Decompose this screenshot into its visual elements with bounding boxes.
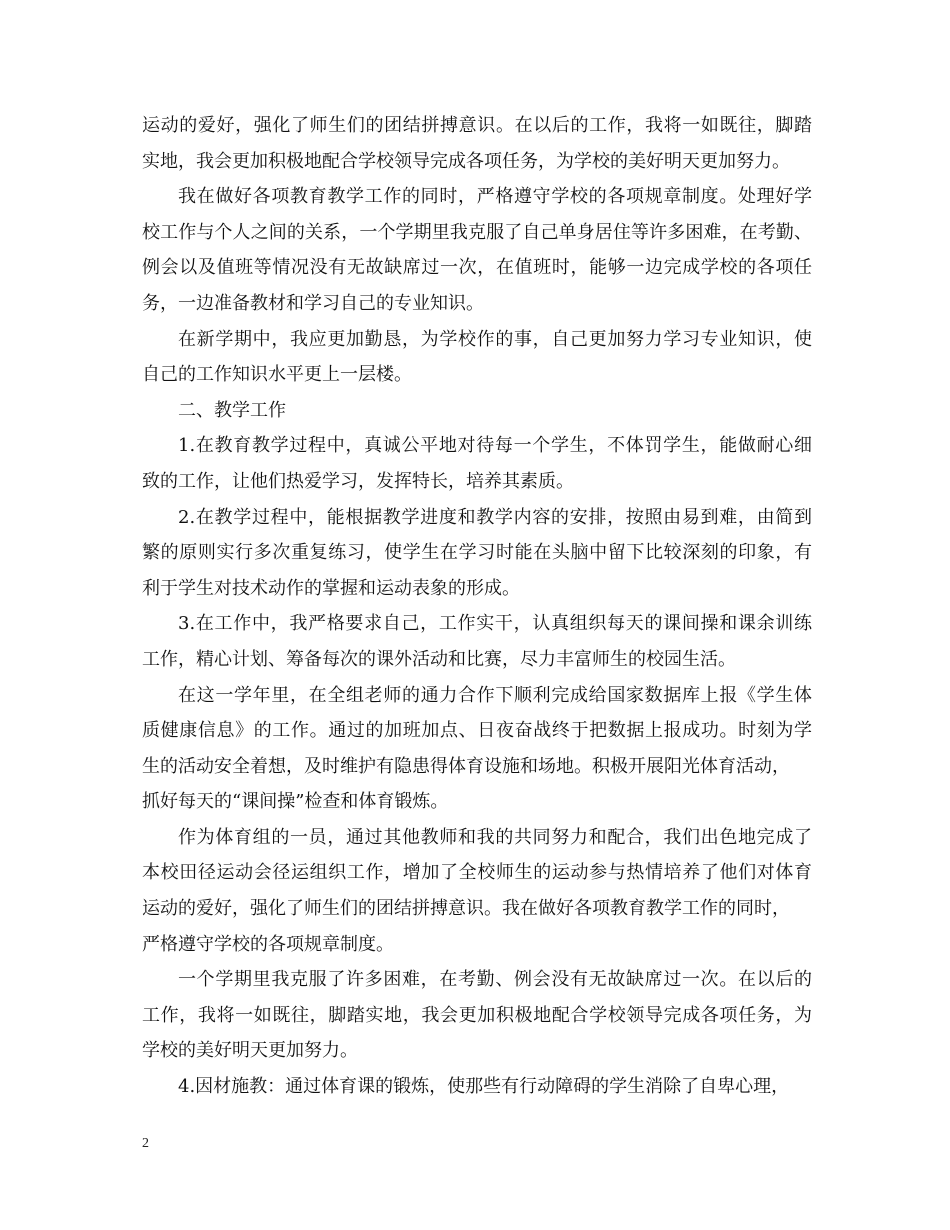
text-line: 4.因材施教：通过体育课的锻炼，使那些有行动障碍的学生消除了自卑心理， — [178, 1076, 790, 1098]
document-body — [142, 108, 812, 1105]
text-line: 运动的爱好，强化了师生们的团结拼搏意识。在以后的工作，我将一如既往，脚踏 — [142, 115, 812, 136]
text-line: 繁的原则实行多次重复练习，使学生在学习时能在头脑中留下比较深刻的印象，有 — [142, 542, 812, 564]
text-line: 工作，精心计划、筹备每次的课外活动和比赛，尽力丰富师生的校园生活。 — [142, 648, 736, 670]
text-line: 在新学期中，我应更加勤恳，为学校作的事，自己更加努力学习专业知识，使 — [178, 328, 812, 350]
text-line: 质健康信息》的工作。通过的加班加点、日夜奋战终于把数据上报成功。时刻为学 — [142, 720, 812, 742]
text-line: 本校田径运动会径运组织工作，增加了全校师生的运动参与热情培养了他们对体育 — [142, 862, 812, 884]
text-line: 我在做好各项教育教学工作的同时，严格遵守学校的各项规章制度。处理好学 — [178, 186, 812, 208]
text-line: 利于学生对技术动作的掌握和运动表象的形成。 — [142, 577, 520, 599]
text-line: 校工作与个人之间的关系，一个学期里我克服了自己单身居住等许多困难，在考勤、 — [142, 221, 812, 243]
text-line: 实地，我会更加积极地配合学校领导完成各项任务，为学校的美好明天更加努力。 — [142, 150, 790, 172]
page-number: 2 — [142, 1136, 149, 1151]
text-line: 3.在工作中，我严格要求自己，工作实干，认真组织每天的课间操和课余训练 — [178, 613, 812, 635]
text-line: 运动的爱好，强化了师生们的团结拼搏意识。我在做好各项教育教学工作的同时， — [142, 898, 790, 920]
text-line: 一个学期里我克服了许多困难，在考勤、例会没有无故缺席过一次。在以后的 — [178, 969, 812, 991]
text-line: 例会以及值班等情况没有无故缺席过一次，在值班时，能够一边完成学校的各项任 — [142, 257, 812, 279]
section-heading: 二、教学工作 — [178, 399, 286, 421]
text-line: 致的工作，让他们热爱学习，发挥特长，培养其素质。 — [142, 470, 574, 492]
text-line: 在这一学年里，在全组老师的通力合作下顺利完成给国家数据库上报《学生体 — [178, 684, 812, 706]
text-line: 1.在教育教学过程中，真诚公平地对待每一个学生，不体罚学生，能做耐心细 — [178, 435, 812, 457]
text-line: 工作，我将一如既往，脚踏实地，我会更加积极地配合学校领导完成各项任务，为 — [142, 1004, 812, 1026]
text-line: 生的活动安全着想，及时维护有隐患得体育设施和场地。积极开展阳光体育活动， — [142, 755, 790, 777]
text-line: 2.在教学过程中，能根据教学进度和教学内容的安排，按照由易到难，由简到 — [178, 506, 812, 528]
text-line: 严格遵守学校的各项规章制度。 — [142, 933, 394, 955]
text-line: 作为体育组的一员，通过其他教师和我的共同努力和配合，我们出色地完成了 — [178, 826, 812, 848]
text-line: 务，一边准备教材和学习自己的专业知识。 — [142, 292, 484, 314]
text-line: 抓好每天的“课间操”检查和体育锻炼。 — [142, 791, 449, 813]
text-line: 自己的工作知识水平更上一层楼。 — [142, 364, 412, 386]
text-line: 学校的美好明天更加努力。 — [142, 1040, 358, 1062]
